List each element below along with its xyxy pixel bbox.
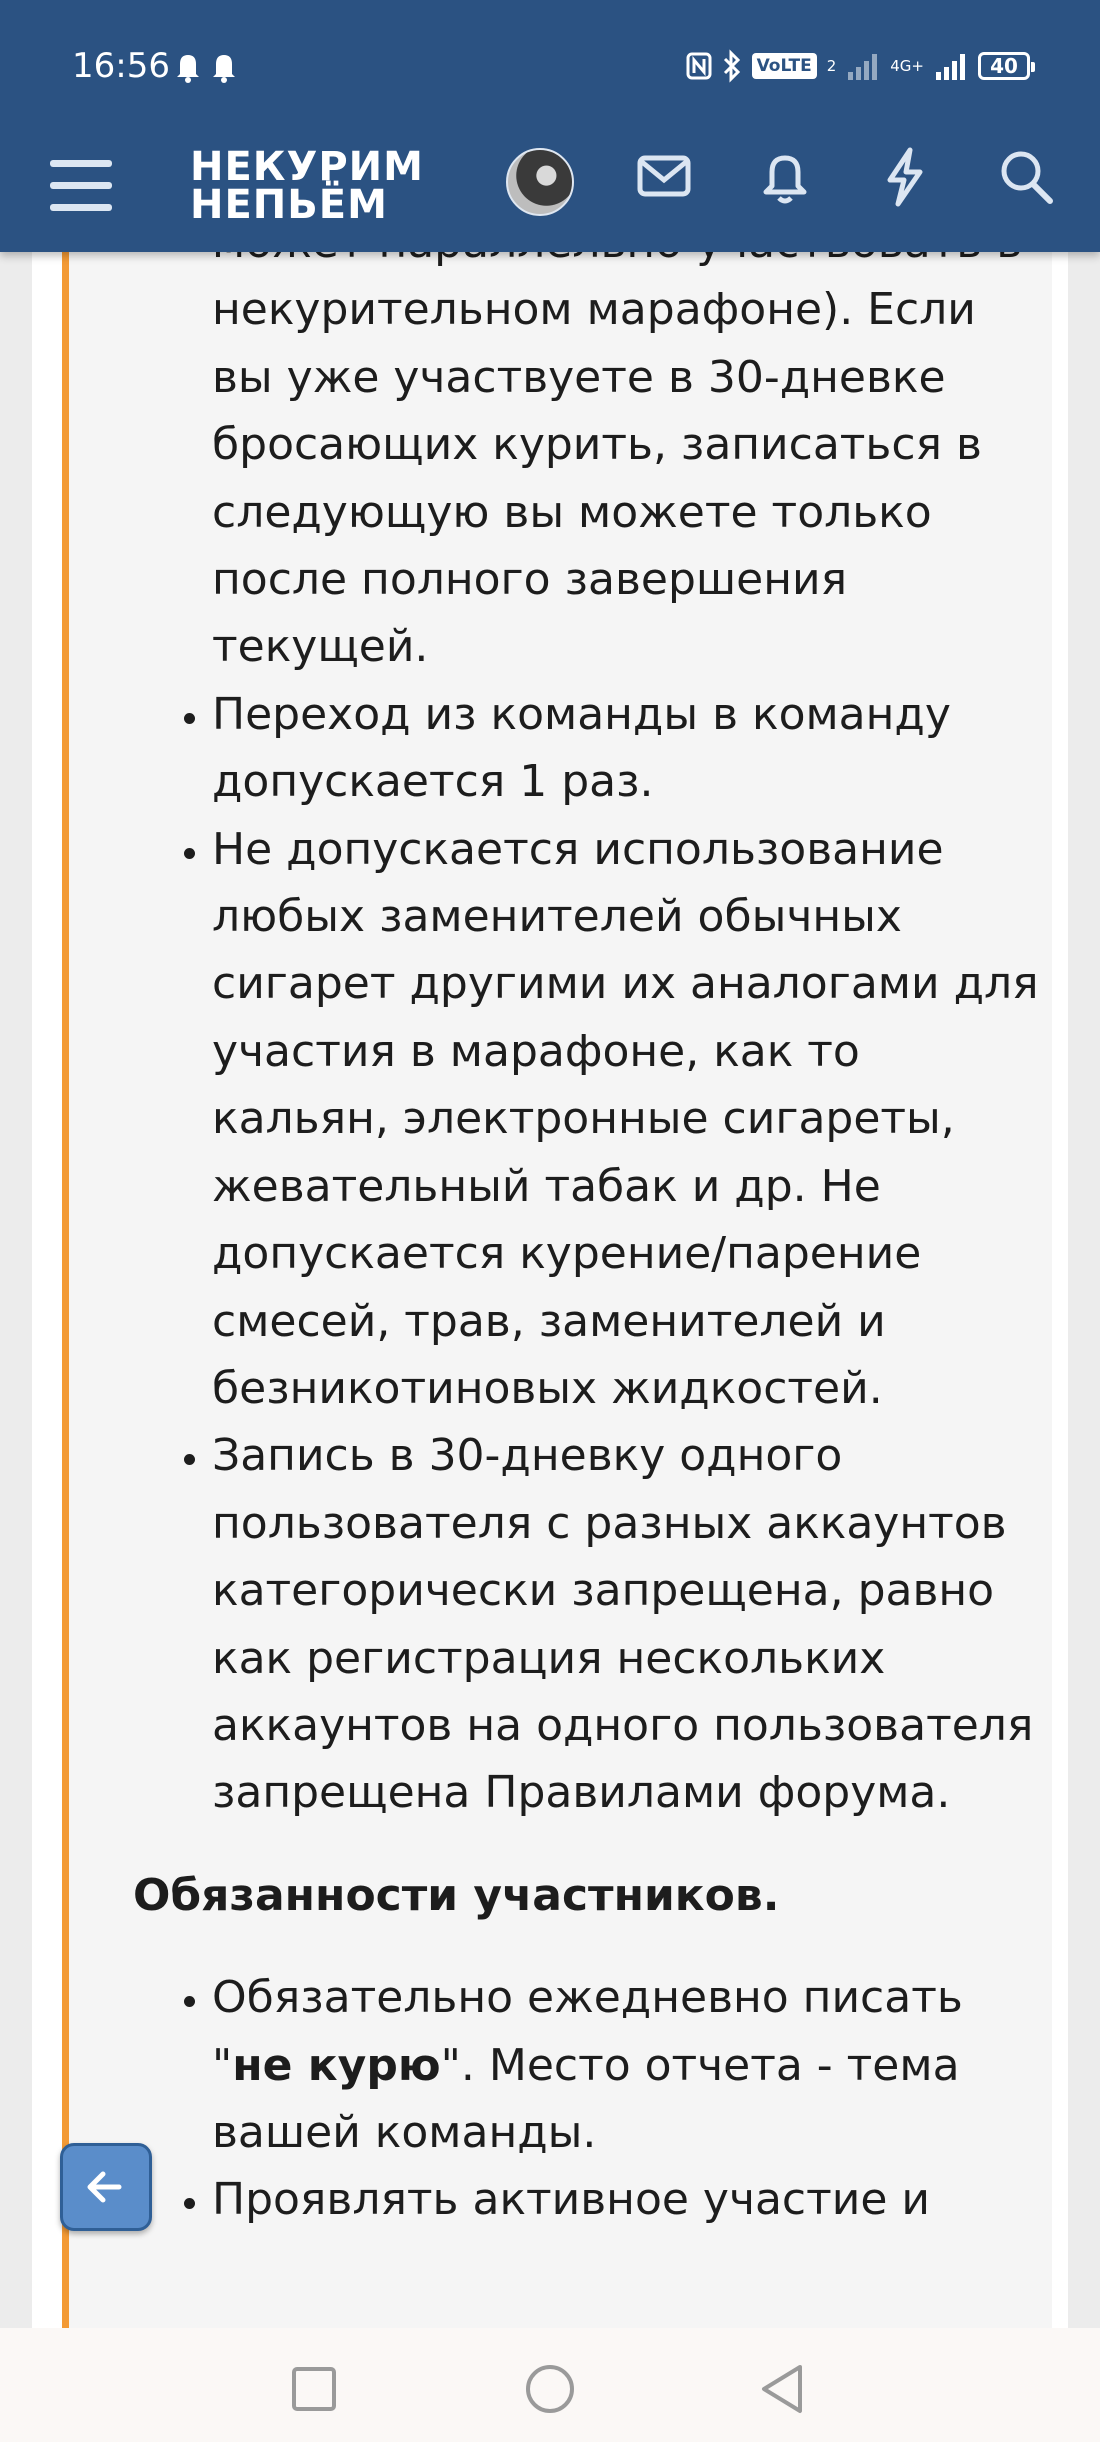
status-time: 16:56 (72, 46, 170, 86)
home-icon[interactable] (524, 2363, 576, 2415)
battery-icon (978, 52, 1030, 80)
list-item (212, 1964, 1049, 2166)
list-item: • Проявлять активное участие и (212, 2166, 1049, 2233)
post-content (32, 252, 1068, 2328)
logo-line-2: НЕПЬЁМ (190, 182, 388, 228)
list-item: • Запись в 30-дневку одного пользователя с разных аккаунтов категорически запрещена, равно как регистрация нескольких аккаунтов на одного пользователя запрещена Правилами форума. (212, 1422, 1049, 1826)
lightning-icon[interactable] (880, 146, 930, 208)
bell-icon[interactable] (758, 148, 812, 206)
rules-list (69, 209, 1049, 1827)
list-item: • Не допускается использование любых заменителей обычных сигарет другими их аналогами для участия в марафоне, как то кальян, электронные сигареты, жевательный табак и др. Не допускается курение/парение смесей, трав, заменителей и безникотиновых жидкостей. (212, 816, 1049, 1423)
duty-text-start: Обязательно ежедневно писать " (212, 1972, 963, 2091)
logo-line-1: НЕКУРИМ (190, 144, 424, 190)
arrow-left-icon (63, 2146, 149, 2228)
avatar[interactable] (506, 148, 574, 216)
network-type: 4G+ (890, 57, 924, 75)
duty-text-bold: не курю (232, 2039, 441, 2091)
notification-bell-icon (170, 48, 250, 84)
back-to-list-button[interactable] (60, 2143, 152, 2231)
list-item: • Переход из команды в команду допускается 1 раз. (212, 681, 1049, 816)
sim-index: 2 (826, 57, 837, 75)
site-header (0, 0, 1100, 252)
menu-icon[interactable] (48, 156, 114, 216)
duties-heading: Обязанности участников. (133, 1869, 780, 1921)
signal-sim1-icon (846, 50, 880, 82)
battery-level: 40 (990, 54, 1018, 78)
nfc-icon (686, 51, 712, 81)
bluetooth-icon (722, 50, 742, 82)
quote-block (62, 252, 1052, 2328)
duty-text-end: ". Место отчета - тема вашей команды. (212, 2039, 960, 2158)
site-logo[interactable] (190, 144, 424, 228)
rules-text (69, 209, 1049, 2234)
duties-list (69, 1964, 1049, 2234)
status-indicators (686, 46, 1030, 86)
signal-sim2-icon (934, 50, 968, 82)
volte-badge: VoLTE (752, 53, 817, 79)
recent-apps-icon[interactable] (290, 2365, 338, 2413)
system-nav-bar (0, 2328, 1100, 2442)
list-item: некурительном марафоне). Если вы уже участвуете в 30-дневке бросающих курить, записаться в следующую вы можете только после полного завершения текущей. (212, 284, 982, 673)
search-icon[interactable] (998, 148, 1054, 206)
back-icon[interactable] (758, 2363, 806, 2415)
status-bar (0, 0, 1100, 136)
mail-icon[interactable] (636, 152, 692, 202)
